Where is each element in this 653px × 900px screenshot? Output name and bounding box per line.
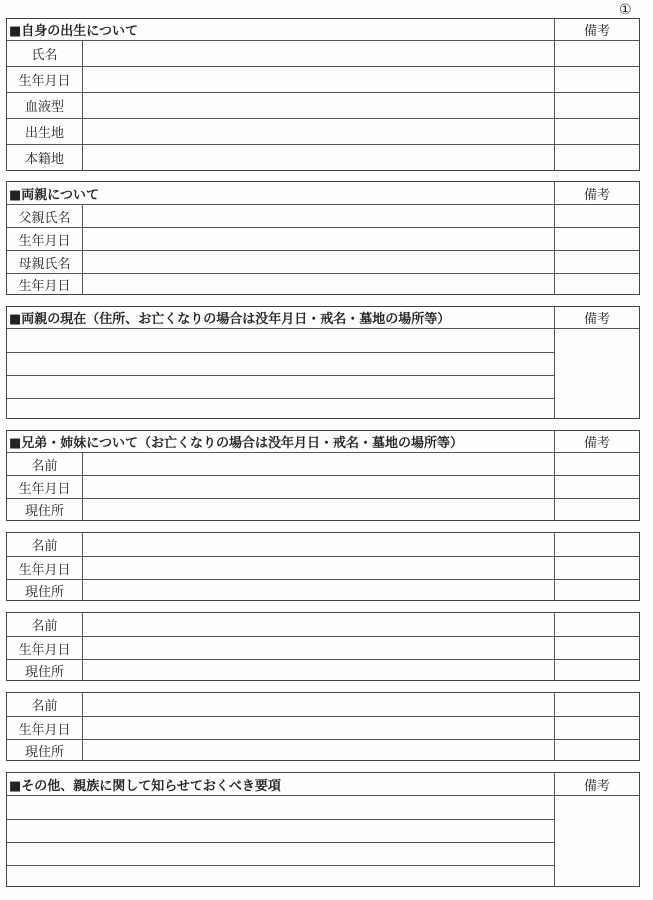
value-field[interactable]	[83, 533, 555, 556]
section-title: ■両親について	[7, 182, 555, 204]
free-text-area[interactable]	[7, 329, 555, 418]
section-title: ■その他、親族に関して知らせておくべき要項	[7, 773, 555, 795]
row-label: 名前	[7, 533, 83, 556]
row-label: 名前	[7, 613, 83, 636]
row-label: 母親氏名	[7, 251, 83, 273]
table-row	[7, 475, 639, 498]
row-label: 生年月日	[7, 476, 83, 498]
note-field[interactable]	[555, 251, 639, 273]
value-field[interactable]	[83, 613, 555, 636]
value-field[interactable]	[83, 580, 555, 600]
value-field[interactable]	[83, 660, 555, 680]
note-field[interactable]	[555, 145, 639, 170]
value-field[interactable]	[83, 205, 555, 227]
table-row	[7, 118, 639, 144]
row-label: 生年月日	[7, 557, 83, 579]
row-label: 現住所	[7, 580, 83, 600]
row-label: 現住所	[7, 740, 83, 760]
note-field[interactable]	[555, 499, 639, 520]
note-field[interactable]	[555, 119, 639, 144]
value-field[interactable]	[83, 145, 555, 170]
note-header: 備考	[583, 24, 610, 39]
row-label: 現住所	[7, 499, 83, 520]
note-field[interactable]	[555, 205, 639, 227]
note-field[interactable]	[555, 274, 639, 294]
table-row	[7, 92, 639, 118]
table-row	[7, 556, 639, 579]
note-header: 備考	[583, 778, 610, 794]
row-label: 出生地	[7, 119, 83, 144]
table-row	[7, 613, 639, 636]
note-field[interactable]	[555, 228, 639, 250]
table-row	[7, 66, 639, 92]
note-field[interactable]	[555, 717, 639, 739]
table-row	[7, 144, 639, 170]
row-label: 生年月日	[7, 637, 83, 659]
row-label: 氏名	[7, 41, 83, 66]
table-row	[7, 716, 639, 739]
note-field[interactable]	[555, 93, 639, 118]
section-other	[6, 772, 640, 887]
note-field[interactable]	[555, 796, 639, 886]
table-row	[7, 227, 639, 250]
section-parents	[6, 181, 640, 295]
note-field[interactable]	[555, 67, 639, 92]
note-header: 備考	[583, 436, 610, 451]
section-parents-now	[6, 306, 640, 419]
value-field[interactable]	[83, 67, 555, 92]
note-field[interactable]	[555, 693, 639, 716]
row-label: 生年月日	[7, 274, 83, 294]
row-label: 本籍地	[7, 145, 83, 170]
value-field[interactable]	[83, 476, 555, 498]
note-field[interactable]	[555, 637, 639, 659]
value-field[interactable]	[83, 693, 555, 716]
value-field[interactable]	[83, 637, 555, 659]
section-title: ■両親の現在（住所、お亡くなりの場合は没年月日・戒名・墓地の場所等）	[7, 307, 555, 328]
table-row	[7, 40, 639, 66]
note-field[interactable]	[555, 740, 639, 760]
table-row	[7, 498, 639, 520]
value-field[interactable]	[83, 119, 555, 144]
page-number: ①	[619, 2, 632, 18]
table-row	[7, 659, 639, 680]
value-field[interactable]	[83, 41, 555, 66]
row-label: 名前	[7, 693, 83, 716]
table-row	[7, 693, 639, 716]
note-field[interactable]	[555, 453, 639, 475]
note-field[interactable]	[555, 329, 639, 418]
note-field[interactable]	[555, 557, 639, 579]
value-field[interactable]	[83, 557, 555, 579]
free-text-area[interactable]	[7, 796, 555, 886]
table-row	[7, 579, 639, 600]
table-row	[7, 533, 639, 556]
note-field[interactable]	[555, 613, 639, 636]
note-field[interactable]	[555, 660, 639, 680]
row-label: 生年月日	[7, 228, 83, 250]
value-field[interactable]	[83, 453, 555, 475]
section-self	[6, 18, 640, 171]
sibling-block	[6, 532, 640, 601]
row-label: 血液型	[7, 93, 83, 118]
value-field[interactable]	[83, 228, 555, 250]
table-row	[7, 204, 639, 227]
row-label: 生年月日	[7, 717, 83, 739]
row-label: 名前	[7, 453, 83, 475]
note-field[interactable]	[555, 580, 639, 600]
value-field[interactable]	[83, 717, 555, 739]
table-row	[7, 250, 639, 273]
note-field[interactable]	[555, 476, 639, 498]
note-header: 備考	[583, 187, 610, 203]
value-field[interactable]	[83, 251, 555, 273]
note-field[interactable]	[555, 533, 639, 556]
table-row	[7, 452, 639, 475]
section-siblings	[6, 430, 640, 521]
sibling-block	[6, 692, 640, 761]
section-title: ■自身の出生について	[7, 19, 555, 40]
note-field[interactable]	[555, 41, 639, 66]
row-label: 生年月日	[7, 67, 83, 92]
value-field[interactable]	[83, 740, 555, 760]
row-label: 現住所	[7, 660, 83, 680]
table-row	[7, 273, 639, 294]
row-label: 父親氏名	[7, 205, 83, 227]
table-row	[7, 739, 639, 760]
note-header: 備考	[583, 312, 610, 327]
section-title: ■兄弟・姉妹について（お亡くなりの場合は没年月日・戒名・墓地の場所等）	[7, 431, 555, 452]
sibling-block	[6, 612, 640, 681]
value-field[interactable]	[83, 274, 555, 294]
value-field[interactable]	[83, 499, 555, 520]
table-row	[7, 636, 639, 659]
value-field[interactable]	[83, 93, 555, 118]
